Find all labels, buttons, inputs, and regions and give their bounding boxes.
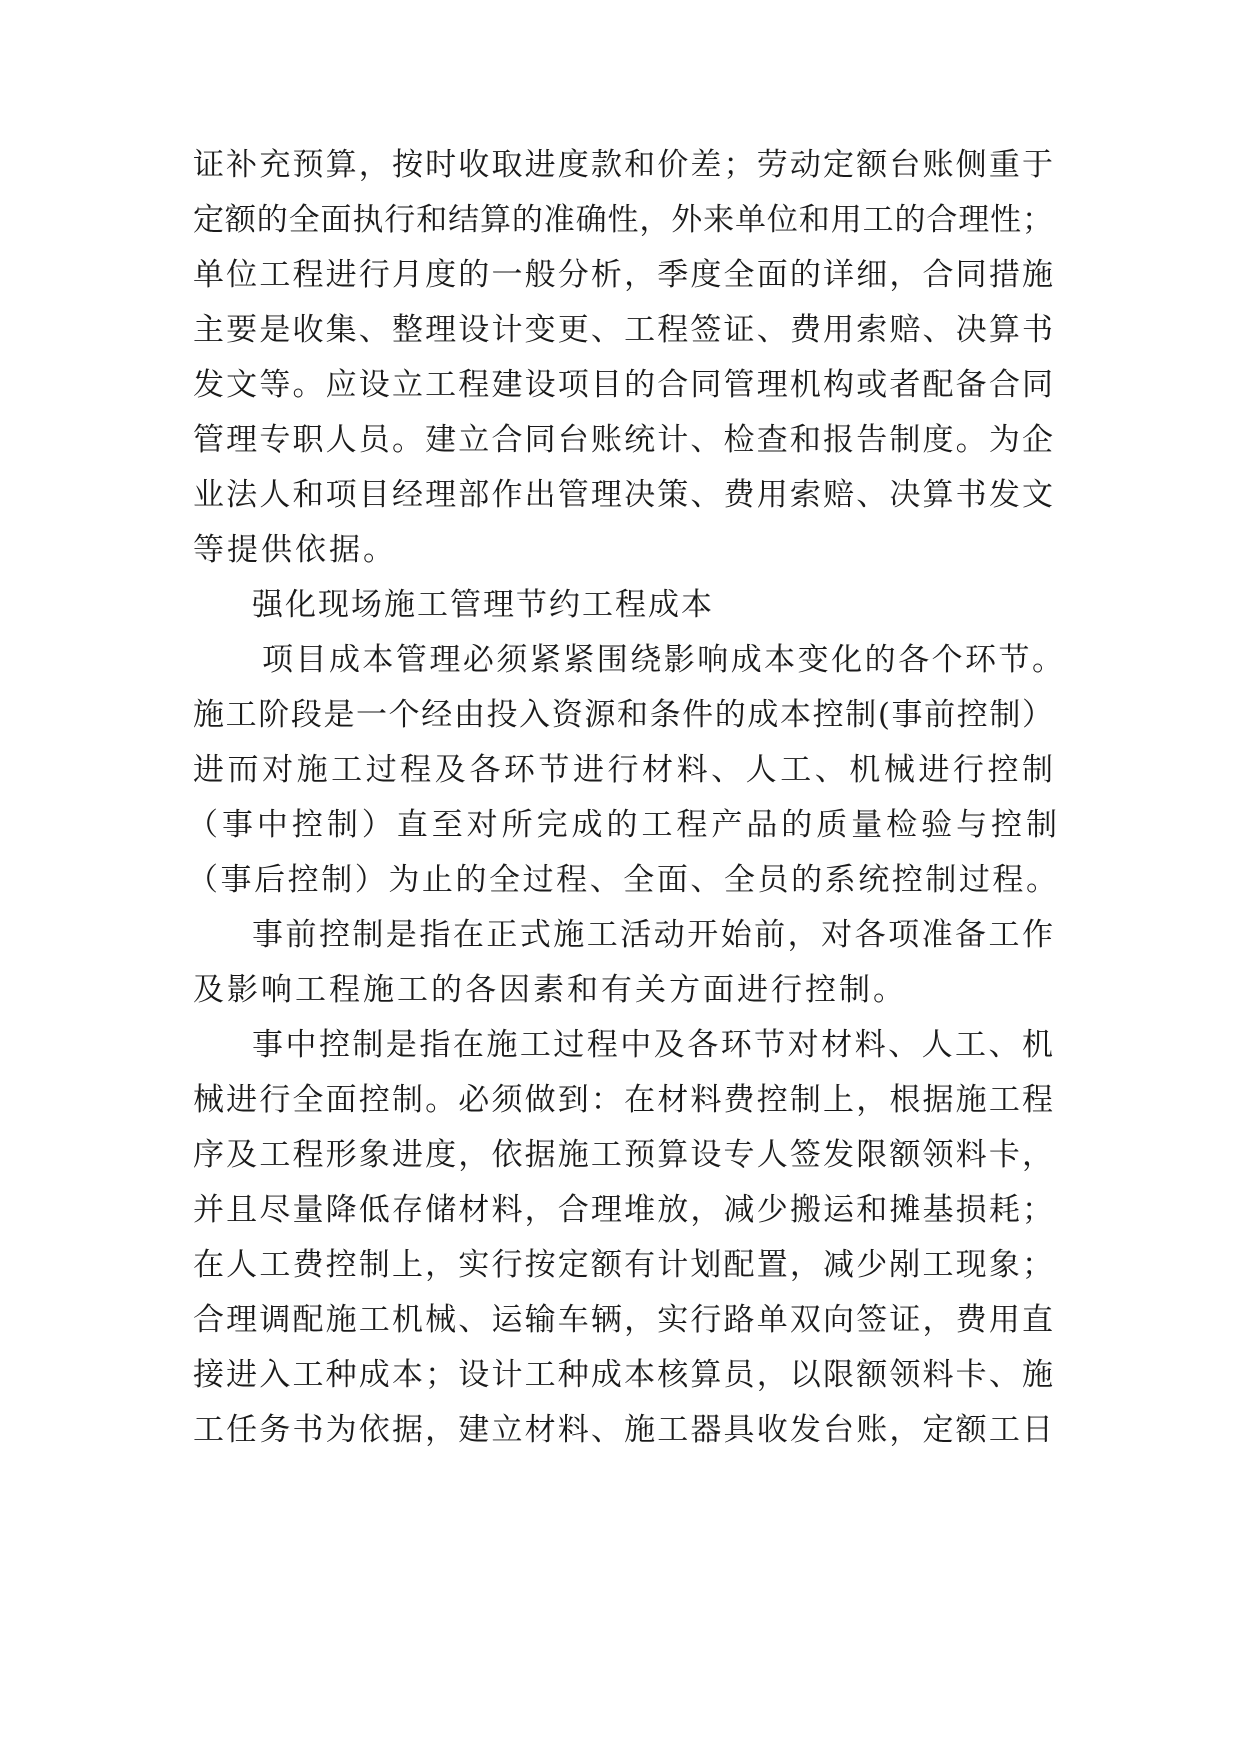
text-line: 主要是收集、整理设计变更、工程签证、费用索赔、决算书 — [193, 312, 1053, 348]
text-line: （事中控制）直至对所完成的工程产品的质量检验与控制 — [187, 807, 1057, 843]
text-line: 施工阶段是一个经由投入资源和条件的成本控制(事前控制） — [193, 697, 1053, 733]
section-heading: 强化现场施工管理节约工程成本 — [252, 587, 714, 623]
text-line: 等提供依据。 — [193, 532, 397, 568]
text-line: （事后控制）为止的全过程、全面、全员的系统控制过程。 — [187, 862, 1057, 898]
text-line: 械进行全面控制。必须做到：在材料费控制上，根据施工程 — [193, 1082, 1053, 1118]
text-line: 管理专职人员。建立合同台账统计、检查和报告制度。为企 — [193, 422, 1053, 458]
text-line: 单位工程进行月度的一般分析，季度全面的详细，合同措施 — [193, 257, 1053, 293]
text-line: 序及工程形象进度，依据施工预算设专人签发限额领料卡， — [193, 1137, 1053, 1173]
text-line: 在人工费控制上，实行按定额有计划配置，减少剐工现象； — [193, 1247, 1053, 1283]
text-line: 事中控制是指在施工过程中及各环节对材料、人工、机 — [252, 1027, 1053, 1063]
text-line: 合理调配施工机械、运输车辆，实行路单双向签证，费用直 — [193, 1302, 1053, 1338]
text-line: 业法人和项目经理部作出管理决策、费用索赔、决算书发文 — [193, 477, 1053, 513]
text-line: 进而对施工过程及各环节进行材料、人工、机械进行控制 — [193, 752, 1053, 788]
text-line: 证补充预算，按时收取进度款和价差；劳动定额台账侧重于 — [193, 147, 1053, 183]
text-line: 并且尽量降低存储材料，合理堆放，减少搬运和摊基损耗； — [193, 1192, 1053, 1228]
text-line: 接进入工种成本；设计工种成本核算员，以限额领料卡、施 — [193, 1357, 1053, 1393]
text-line: 工任务书为依据，建立材料、施工器具收发台账，定额工日 — [193, 1412, 1053, 1448]
text-line: 发文等。应设立工程建设项目的合同管理机构或者配备合同 — [193, 367, 1053, 403]
text-line: 定额的全面执行和结算的准确性，外来单位和用工的合理性； — [193, 202, 1053, 238]
text-line: 事前控制是指在正式施工活动开始前，对各项准备工作 — [252, 917, 1053, 953]
text-line: 项目成本管理必须紧紧围绕影响成本变化的各个环节。 — [262, 642, 1063, 678]
text-line: 及影响工程施工的各因素和有关方面进行控制。 — [193, 972, 907, 1008]
